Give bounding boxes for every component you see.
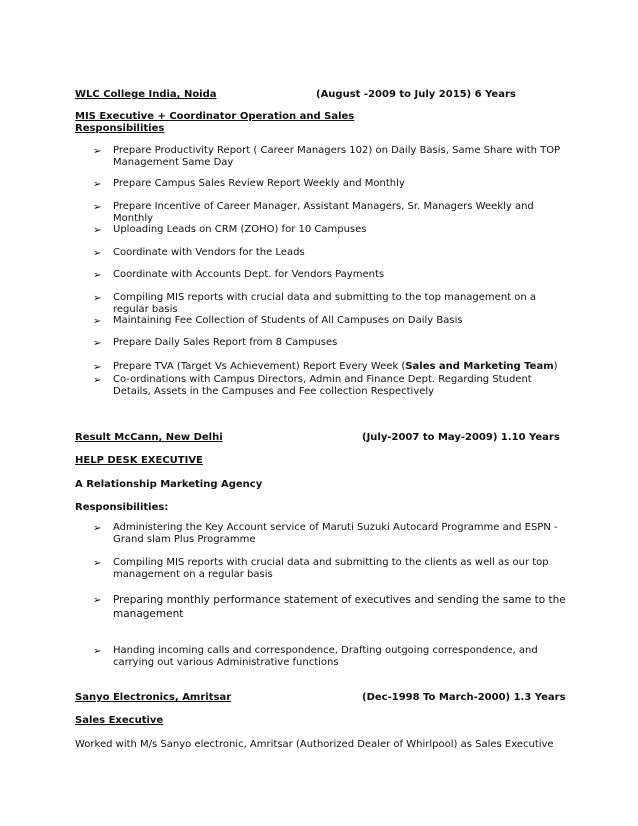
bullet-icon: ➢: [93, 316, 102, 327]
job2-period: (July-2007 to May-2009) 1.10 Years: [362, 432, 560, 443]
list-item: Coordinate with Vendors for the Leads: [113, 247, 305, 258]
tva-suffix: ): [553, 361, 558, 372]
bullet-icon: ➢: [93, 270, 102, 281]
bullet-icon: ➢: [93, 523, 102, 534]
tva-prefix: Prepare TVA (Target Vs Achievement) Report Every Week (: [113, 361, 406, 372]
bullet-icon: ➢: [93, 375, 102, 386]
job2-resp-heading: Responsibilities:: [75, 502, 169, 513]
job3-role: Sales Executive: [75, 715, 164, 726]
list-item: Maintaining Fee Collection of Students of All Campuses on Daily Basis: [113, 315, 463, 326]
bullet-icon: ➢: [93, 362, 102, 373]
list-item: Prepare Productivity Report ( Career Managers 102) on Daily Basis, Same Share with TOP Management Same Day: [113, 145, 561, 168]
bullet-icon: ➢: [93, 293, 102, 304]
bullet-icon: ➢: [93, 225, 102, 236]
list-item: Prepare Campus Sales Review Report Weekly and Monthly: [113, 178, 405, 189]
list-item: Administering the Key Account service of Maruti Suzuki Autocard Programme and ESPN - Grand slam Plus Programme: [113, 522, 558, 545]
job2-company: Result McCann, New Delhi: [75, 432, 223, 443]
job3-period: (Dec-1998 To March-2000) 1.3 Years: [362, 692, 566, 703]
list-item: Coordinate with Accounts Dept. for Vendors Payments: [113, 269, 385, 280]
bullet-icon: ➢: [93, 646, 102, 657]
job2-role: HELP DESK EXECUTIVE: [75, 455, 203, 466]
list-item: Uploading Leads on CRM (ZOHO) for 10 Campuses: [113, 224, 367, 235]
bullet-icon: ➢: [93, 146, 102, 157]
bullet-icon: ➢: [93, 558, 102, 569]
job3-company: Sanyo Electronics, Amritsar: [75, 692, 232, 703]
bullet-icon: ➢: [93, 338, 102, 349]
list-item: Co-ordinations with Campus Directors, Admin and Finance Dept. Regarding Student Details, Assets in the Campuses and Fee collection Respectively: [113, 374, 532, 397]
job1-role: MIS Executive + Coordinator Operation and Sales: [75, 111, 355, 122]
job3-description: Worked with M/s Sanyo electronic, Amritsar (Authorized Dealer of Whirlpool) as Sales Executive: [75, 739, 554, 750]
list-item: Prepare Daily Sales Report from 8 Campuses: [113, 337, 338, 348]
job1-resp-heading: Responsibilities: [75, 123, 165, 134]
job1-company: WLC College India, Noida: [75, 89, 217, 100]
list-item: Prepare Incentive of Career Manager, Assistant Managers, Sr. Managers Weekly and Monthly: [113, 201, 534, 224]
list-item: Compiling MIS reports with crucial data and submitting to the top management on a regular basis: [113, 292, 537, 315]
job2-agency: A Relationship Marketing Agency: [75, 479, 263, 490]
list-item: Handing incoming calls and correspondence, Drafting outgoing correspondence, and carrying out various Administrative functions: [113, 645, 538, 668]
list-item: Preparing monthly performance statement of executives and sending the same to the management: [113, 594, 566, 620]
job1-period: (August -2009 to July 2015) 6 Years: [316, 89, 516, 100]
bullet-icon: ➢: [93, 595, 102, 606]
list-item: Compiling MIS reports with crucial data and submitting to the clients as well as our top management on a regular basis: [113, 557, 549, 580]
tva-bold: Sales and Marketing Team: [405, 361, 554, 372]
bullet-icon: ➢: [93, 179, 102, 190]
bullet-icon: ➢: [93, 202, 102, 213]
bullet-icon: ➢: [93, 248, 102, 259]
list-item-tva: [113, 361, 568, 373]
